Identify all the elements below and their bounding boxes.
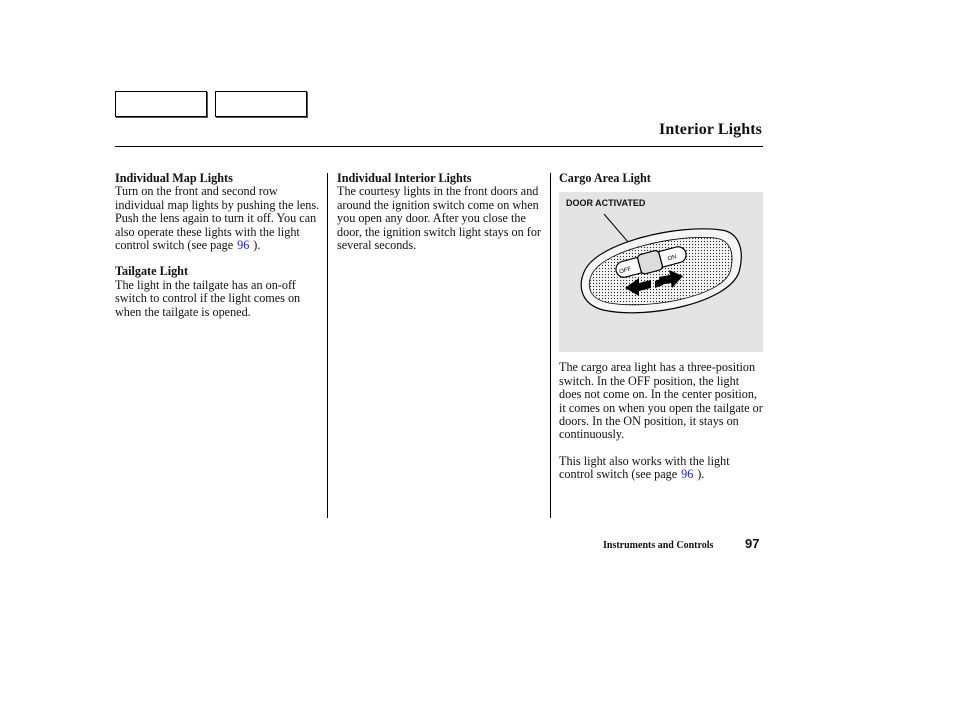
light-control-text: This light also works with the light control switch (see page (559, 453, 730, 482)
paragraph-map-lights (115, 185, 321, 252)
cargo-light-illustration (559, 192, 763, 352)
svg-text:ON: ON (667, 254, 678, 263)
paragraph-light-control (559, 455, 764, 482)
figure-label-door-activated: DOOR ACTIVATED (566, 198, 646, 209)
paragraph-interior-lights: The courtesy lights in the front doors and around the ignition switch come on when you open any door. After you close the door, the ignition switch light stays on for several seconds. (337, 184, 541, 253)
page-title: Interior Lights (659, 121, 762, 138)
map-lights-text: Turn on the front and second row individual map lights by pushing the lens. Push the lens again to turn it off. You can also operate these lights with the light control switch (see page (115, 184, 320, 253)
paragraph-cargo-light: The cargo area light has a three-position switch. In the OFF position, the light does not come on. In the center position, it comes on when you open the tailgate or doors. In the ON position, it stays on continuously. (559, 360, 763, 442)
column-interior-lights (337, 172, 543, 265)
page-number: 97 (745, 536, 760, 551)
heading-individual-interior-lights: Individual Interior Lights (337, 171, 472, 185)
column-divider-1 (327, 173, 328, 518)
svg-text:OFF: OFF (618, 266, 633, 276)
footer-section-label: Instruments and Controls (603, 540, 714, 551)
nav-button-1[interactable] (115, 91, 207, 117)
cargo-light-drawing (559, 192, 763, 352)
column-divider-2 (550, 173, 551, 518)
nav-button-2[interactable] (215, 91, 307, 117)
page-link-96[interactable]: 96 (237, 238, 250, 253)
page-link-96-cargo[interactable]: 96 (681, 467, 694, 482)
heading-individual-map-lights: Individual Map Lights (115, 171, 233, 185)
column-cargo-light (559, 172, 764, 495)
map-lights-text-end: ). (253, 238, 261, 253)
light-control-text-end: ). (697, 467, 705, 482)
header-rule (115, 146, 763, 147)
column-map-lights (115, 172, 321, 332)
paragraph-tailgate-light: The light in the tailgate has an on-off switch to control if the light comes on when the tailgate is opened. (115, 277, 301, 319)
heading-cargo-area-light: Cargo Area Light (559, 171, 651, 185)
heading-tailgate-light: Tailgate Light (115, 264, 189, 279)
